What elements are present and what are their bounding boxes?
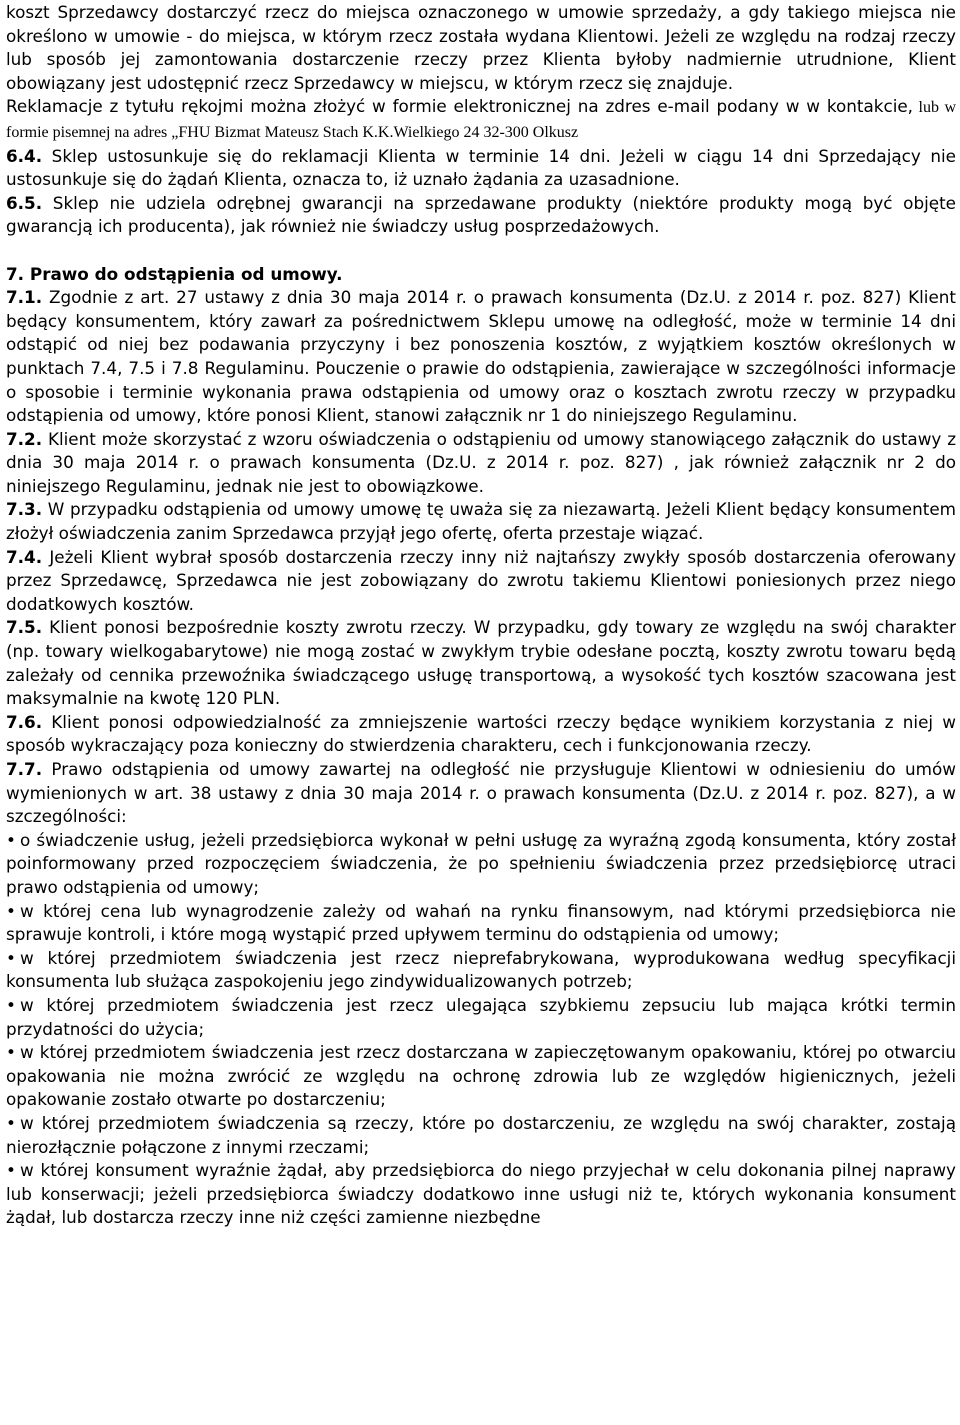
list-item-text: w której przedmiotem świadczenia jest rzecz ulegająca szybkiemu zepsuciu lub mająca krótki termin przydatności do użycia; [6, 994, 956, 1039]
bullet-icon: • [6, 947, 16, 968]
section-7-6 [6, 711, 956, 758]
list-item [6, 1112, 956, 1159]
complaint-address: lub w formie pisemnej na adres „FHU Bizmat Mateusz Stach K.K.Wielkiego 24 32-300 Olkusz [6, 99, 956, 141]
section-text: Jeżeli Klient wybrał sposób dostarczenia rzeczy inny niż najtańszy zwykły sposób dostarczenia oferowany przez Sprzedawcę, Sprzedawca nie jest zobowiązany do zwrotu takiemu Klientowi poniesionych przez niego dodatkowych kosztów. [6, 546, 956, 614]
list-item-text: w której przedmiotem świadczenia jest rzecz nieprefabrykowana, wyprodukowana według specyfikacji konsumenta lub służąca zaspokojeniu jego zindywidualizowanych potrzeb; [6, 947, 956, 992]
section-text: Sklep nie udziela odrębnej gwarancji na sprzedawane produkty (niektóre produkty mogą być objęte gwarancją ich producenta), jak również nie świadczy usług posprzedażowych. [6, 192, 956, 237]
list-item [6, 1041, 956, 1112]
list-item-text: w której przedmiotem świadczenia są rzeczy, które po dostarczeniu, ze względu na swój charakter, zostają nierozłącznie połączone z innymi rzeczami; [6, 1112, 956, 1157]
section-text: Zgodnie z art. 27 ustawy z dnia 30 maja 2014 r. o prawach konsumenta (Dz.U. z 2014 r. poz. 827) Klient będący konsumentem, który zawarł za pośrednictwem Sklepu umowę na odległość, może w terminie 14 dni odstąpić od niej bez podawania przyczyny i bez ponoszenia kosztów, z wyjątkiem kosztów określonych w punktach 7.4, 7.5 i 7.8 Regulaminu. Pouczenie o prawie do odstąpienia, zawierające w szczególności informacje o sposobie i terminie wykonania prawa odstąpienia od umowy oraz o kosztach zwrotu rzeczy w przypadku odstąpienia od umowy, które ponosi Klient, stanowi załącznik nr 1 do niniejszego Regulaminu. [6, 287, 956, 426]
section-7-3 [6, 498, 956, 545]
section-7-heading: 7. Prawo do odstąpienia od umowy. [6, 263, 343, 284]
bullet-icon: • [6, 900, 16, 921]
paragraph-complaint [6, 95, 956, 144]
list-item [6, 829, 956, 900]
list-item-text: w której przedmiotem świadczenia jest rzecz dostarczana w zapieczętowanym opakowaniu, której po otwarciu opakowania nie można zwrócić ze względu na ochronę zdrowia lub ze względów higienicznych, jeżeli opakowanie zostało otwarte po dostarczeniu; [6, 1042, 956, 1110]
list-item-text: w której cena lub wynagrodzenie zależy od wahań na rynku finansowym, nad którymi przedsiębiorca nie sprawuje kontroli, i które mogą wystąpić przed upływem terminu do odstąpienia od umowy; [6, 900, 956, 945]
section-number: 6.4. [6, 145, 43, 166]
section-text: W przypadku odstąpienia od umowy umowę tę uważa się za niezawartą. Jeżeli Klient będący konsumentem złożył oświadczenia zanim Sprzedawca przyjął jego ofertę, oferta przestaje wiązać. [6, 499, 956, 544]
paragraph-delivery [6, 1, 956, 95]
section-number: 7.2. [6, 428, 43, 449]
section-number: 7.3. [6, 499, 43, 520]
section-number: 7.7. [6, 759, 43, 779]
list-item [6, 900, 956, 947]
section-text: Klient ponosi odpowiedzialność za zmniejszenie wartości rzeczy będące wynikiem korzystania z niej w sposób wykraczający poza konieczny do stwierdzenia charakteru, cech i funkcjonowania rzeczy. [6, 711, 956, 756]
section-number: 7.5. [6, 617, 43, 638]
section-7-2 [6, 428, 956, 499]
section-number: 7.1. [6, 287, 43, 308]
section-7-4 [6, 546, 956, 617]
paragraph-text: Reklamacje z tytułu rękojmi można złożyć w formie elektronicznej na zdres e-mail podany w w kontakcie, [6, 96, 914, 117]
section-7-1 [6, 286, 956, 428]
section-7-5 [6, 616, 956, 710]
bullet-icon: • [6, 829, 16, 850]
section-text: Sklep ustosunkuje się do reklamacji Klienta w terminie 14 dni. Jeżeli w ciągu 14 dni Sprzedający nie ustosunkuje się do żądań Klienta, oznacza to, iż uznało żądania za uzasadnione. [6, 145, 956, 190]
section-number: 6.5. [6, 192, 43, 213]
bullet-icon: • [6, 994, 16, 1015]
section-6-4 [6, 145, 956, 192]
section-text: Prawo odstąpienia od umowy zawartej na odległość nie przysługuje Klientowi w odniesieniu do umów wymienionych w art. 38 ustawy z dnia 30 maja 2014 r. o prawach konsumenta (Dz.U. z 2014 r. poz. 827), a w szczególności: [6, 759, 956, 827]
section-7-7 [6, 758, 956, 829]
section-6-5 [6, 192, 956, 239]
list-item-text: w której konsument wyraźnie żądał, aby przedsiębiorca do niego przyjechał w celu dokonania pilnej naprawy lub konserwacji; jeżeli przedsiębiorca świadczy dodatkowo inne usługi niż te, których wykonania konsument żądał, lub dostarcza rzeczy inne niż części zamienne niezbędne [6, 1160, 956, 1228]
bullet-icon: • [6, 1042, 16, 1063]
section-number: 7.6. [6, 711, 43, 732]
list-item-text: o świadczenie usług, jeżeli przedsiębiorca wykonał w pełni usługę za wyraźną zgodą konsumenta, który został poinformowany przed rozpoczęciem świadczenia, że po spełnieniu świadczenia przez przedsiębiorcę utraci prawo odstąpienia od umowy; [6, 829, 956, 897]
paragraph-text: koszt Sprzedawcy dostarczyć rzecz do miejsca oznaczonego w umowie sprzedaży, a gdy takiego miejsca nie określono w umowie - do miejsca, w którym rzecz została wydana Klientowi. Jeżeli ze względu na rodzaj rzeczy lub sposób jej zamontowania dostarczenie rzeczy przez Klienta byłoby nadmiernie utrudnione, Klient obowiązany jest udostępnić rzecz Sprzedawcy w miejscu, w którym rzecz się znajduje. [6, 2, 956, 93]
list-item [6, 947, 956, 994]
list-item [6, 994, 956, 1041]
bullet-icon: • [6, 1112, 16, 1133]
section-number: 7.4. [6, 546, 43, 567]
list-item [6, 1159, 956, 1230]
bullet-icon: • [6, 1160, 16, 1181]
section-text: Klient ponosi bezpośrednie koszty zwrotu rzeczy. W przypadku, gdy towary ze względu na swój charakter (np. towary wielkogabarytowe) nie mogą zostać w zwykłym trybie odesłane pocztą, koszty zwrotu towaru będą zależały od cennika przewoźnika świadczącego usługę transportową, a wysokość tych kosztów szacowana jest maksymalnie na kwotę 120 PLN. [6, 617, 956, 709]
section-text: Klient może skorzystać z wzoru oświadczenia o odstąpieniu od umowy stanowiącego załącznik do ustawy z dnia 30 maja 2014 r. o prawach konsumenta (Dz.U. z 2014 r. poz. 827) , jak również załącznik nr 2 do niniejszego Regulaminu, jednak nie jest to obowiązkowe. [6, 428, 956, 496]
